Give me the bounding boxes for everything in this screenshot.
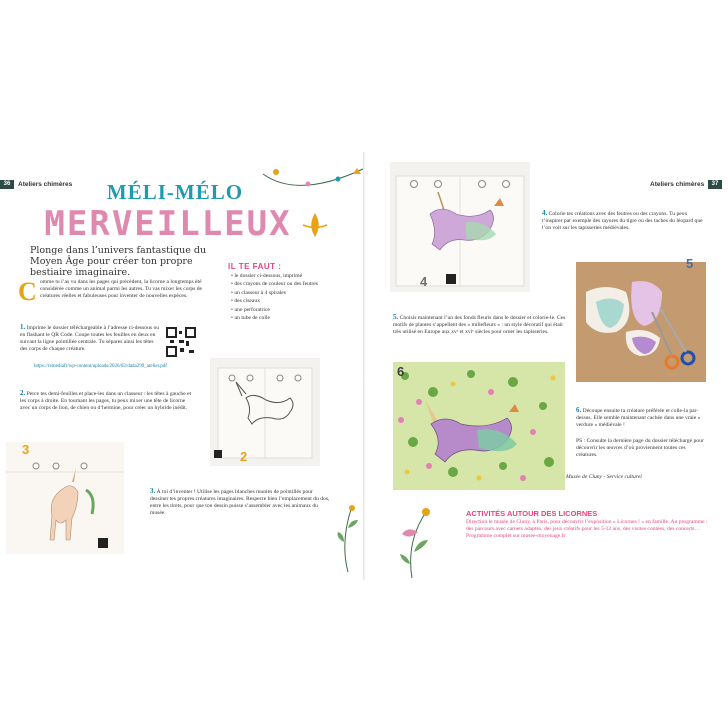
qr-code-icon[interactable]: [166, 327, 196, 357]
binder-unicorn-illustration: [210, 358, 320, 466]
step-number: 1.: [20, 323, 26, 331]
activities-title: ACTIVITÉS AUTOUR DES LICORNES: [466, 509, 598, 518]
intro-text: Plonge dans l’univers fantastique du Moyen Âge pour créer ton propre bestiaire imaginaire.: [30, 245, 207, 278]
coloured-binder-illustration: [390, 162, 530, 292]
left-page-number: 36: [0, 180, 14, 189]
garland-ornament: [258, 154, 368, 204]
step-6: [576, 407, 708, 429]
left-section-title: Ateliers chimères: [18, 181, 73, 188]
materials-item: • des crayons de couleur ou des feutres: [231, 281, 318, 288]
materials-list: [231, 272, 321, 322]
step-number: 3.: [150, 487, 156, 495]
photo-number: 5: [686, 256, 694, 271]
step-4: [542, 210, 704, 232]
activities-text: Direction le musée de Cluny, à Paris, pour découvrir l’exposition « Licornes ! » en famille. Au programme : des parcours avec carnets adaptés, des jeux créatifs pour les 5-12 ans, des visites contées, des concerts… Programme complet sur musee-moyenage.fr: [466, 519, 708, 539]
step-number: 6.: [576, 406, 582, 414]
branch-ornament: [334, 502, 362, 572]
photo-coloured-unicorn: [6, 442, 124, 554]
photo-number: 3: [22, 442, 30, 457]
coloured-unicorn-illustration: [6, 442, 124, 554]
drop-cap: C: [18, 277, 37, 306]
right-page-number: 37: [708, 180, 722, 189]
materials-item: • des ciseaux: [231, 298, 260, 305]
millefleurs-illustration: [393, 362, 565, 490]
step-number: 2.: [20, 389, 26, 397]
title-line-2: MERVEILLEUX: [44, 204, 292, 244]
materials-item: • un classeur à 4 spirales: [231, 289, 286, 296]
step-text: Perce tes demi-feuilles et place-les dans un classeur : les têtes à gauche et les corps à droite. En tournant les pages, tu peux mixer une tête de licorne avec un corps de lion, de chien ou d’hermine, pour créer un hybride inédit.: [20, 391, 192, 411]
materials-item: • une perforatrice: [231, 306, 270, 313]
step-text: Colorie tes créations avec des feutres ou des crayons. Tu peux t’inspirer par exemple des rayures du tigre ou des taches du léopard que l’on voit sur les tapisseries médiévales.: [542, 211, 703, 231]
step-5: [393, 314, 571, 336]
photo-number: 2: [240, 449, 248, 464]
magazine-spread: [0, 152, 728, 580]
step-text: Imprime le dossier téléchargeable à l’adresse ci-dessous ou en flashant le QR Code. Coupe toutes les feuilles en deux en suivant la ligne pointillée centrale. Tu sépares ainsi les têtes des corps de chaque créature.: [20, 325, 160, 352]
title-line-1: MÉLI-MÉLO: [106, 180, 244, 204]
step-text: Choisis maintenant l’un des fonds fleuris dans le dossier et colorie-le. Ces motifs de plantes s’appellent des « millefleurs » : un style décoratif qui était très utilisé en Europe aux xvᵉ et xviᵉ siècles pour orner les tapisseries.: [393, 315, 566, 335]
floral-ornament: [392, 502, 452, 578]
photo-number: 4: [420, 274, 428, 289]
materials-item: • le dossier ci-dessous, imprimé: [231, 273, 303, 279]
photo-number: 6: [397, 364, 405, 379]
materials-item: • un tube de colle: [231, 315, 270, 322]
step-number: 4.: [542, 209, 548, 217]
materials-title: IL TE FAUT :: [228, 262, 282, 271]
cutouts-illustration: [576, 262, 706, 382]
step-1: [20, 324, 160, 353]
right-section-title: Ateliers chimères: [650, 181, 705, 188]
credit-line: Musée de Cluny - Service culturel: [566, 474, 642, 480]
step-text: À toi d’inventer ! Utilise les pages blanches munies de pointillés pour dessiner tes propres créatures imaginaires. Respecte bien l’emplacement du dos, entre les tirets, pour que ton dessin puisse s’assembler avec les animaux du musée.: [150, 489, 330, 516]
spine-gutter: [363, 152, 365, 580]
photo-coloured-binder: [390, 162, 530, 292]
fleur-ornament-icon: [300, 210, 330, 240]
step-number: 5.: [393, 313, 399, 321]
step-2: [20, 390, 195, 412]
lead-paragraph: omme tu l’as vu dans les pages qui précèdent, la licorne a longtemps été considérée comme un animal parmi les autres. Tu vas mixer les corps de créatures réelles et fabuleuses pour inventer de nouvelles espèces.: [40, 279, 203, 299]
step-text: Découpe ensuite ta créature préférée et colle-la par-dessus. Elle semble maintenant cachée dans une vraie « verdure » médiévale !: [576, 408, 701, 428]
step-3: [150, 488, 330, 517]
photo-millefleurs: [393, 362, 565, 490]
photo-cutouts-scissors: [576, 262, 706, 382]
download-link[interactable]: https://remediafr/wp-content/uploads/2026/02/dada299_atelier.pdf: [34, 364, 167, 369]
photo-binder-drawing: [210, 358, 320, 466]
ps-note: PS : Consulte la dernière page du dossier téléchargé pour découvrir les œuvres d’où proviennent toutes ces créatures.: [576, 438, 704, 458]
